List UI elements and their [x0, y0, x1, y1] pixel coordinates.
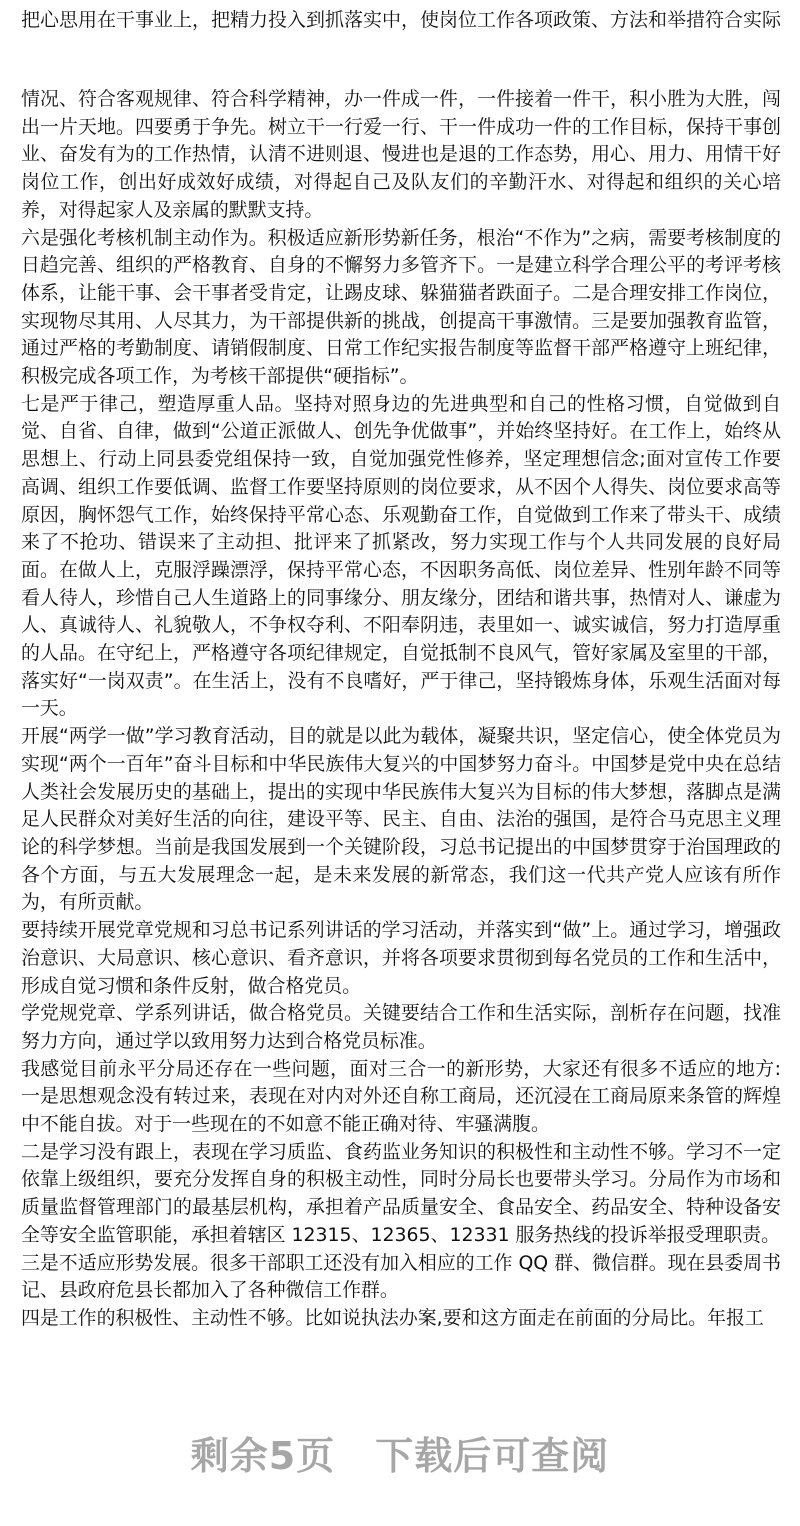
paragraph: 开展“两学一做”学习教育活动，目的就是以此为载体，凝聚共识，坚定信心，使全体党员为实现“两个一百年”奋斗目标和中华民族伟大复兴的中国梦努力奋斗。中国梦是党中央在总结人类社会发展历史的基础上，提出的实现中华民族伟大复兴为目标的伟大梦想，落脚点是满足人民群众对美好生活的向往，建设平等、民主、自由、法治的强国，是符合马克思主义理论的科学梦想。当前是我国发展到一个关键阶段，习总书记提出的中国梦贯穿于治国理政的各个方面，与五大发展理念一起，是未来发展的新常态，我们这一代共产党人应该有所作为，有所贡献。	[21, 725, 781, 914]
paragraph: 六是强化考核机制主动作为。积极适应新形势新任务，根治“不作为”之病，需要考核制度的日趋完善、组织的严格教育、自身的不懈努力多管齐下。一是建立科学合理公平的考评考核体系，让能干事、会干事者受肯定，让踢皮球、躲猫猫者跌面子。二是合理安排工作岗位，实现物尽其用、人尽其力，为干部提供新的挑战，创提高干事激情。三是要加强教育监管，通过严格的考勤制度、请销假制度、日常工作纪实报告制度等监督干部严格遵守上班纪律，积极完成各项工作，为考核干部提供“硬指标”。	[21, 226, 781, 388]
paragraph: 四是工作的积极性、主动性不够。比如说执法办案,要和这方面走在前面的分局比。年报工	[21, 1306, 764, 1329]
download-prompt[interactable]	[0, 1425, 800, 1480]
document-body	[21, 86, 781, 1333]
remaining-pages-label: 剩余5页	[190, 1434, 336, 1478]
paragraph: 学党规党章、学系列讲话，做合格党员。关键要结合工作和生活实际，剖析存在问题，找准努力方向，通过学以致用努力达到合格党员标准。	[21, 1002, 781, 1052]
paragraph: 三是不适应形势发展。很多干部职工还没有加入相应的工作 QQ 群、微信群。现在县委周书记、县政府危县长都加入了各种微信工作群。	[21, 1251, 781, 1302]
paragraph: 情况、符合客观规律、符合科学精神，办一件成一件，一件接着一件干，积小胜为大胜，闯出一片天地。四要勇于争先。树立干一行爱一行、干一件成功一件的工作目标，保持干事创业、奋发有为的工作热情，认清不进则退、慢进也是退的工作态势，用心、用力、用情干好岗位工作，创出好成效好成绩，对得起自己及队友们的辛勤汗水、对得起和组织的关心培养，对得起家人及亲属的默默支持。	[21, 88, 781, 221]
paragraph: 二是学习没有跟上，表现在学习质监、食药监业务知识的积极性和主动性不够。学习不一定依靠上级组织，要充分发挥自身的积极主动性，同时分局长也要带头学习。分局作为市场和质量监督管理部门的最基层机构，承担着产品质量安全、食品安全、药品安全、特种设备安全等安全监管职能，承担着辖区 12315、12365、12331 服务热线的投诉举报受理职责。	[21, 1140, 781, 1246]
paragraph: 七是严于律己，塑造厚重人品。坚持对照身边的先进典型和自己的性格习惯，自觉做到自觉、自省、自律，做到“公道正派做人、创先争优做事”，并始终坚持好。在工作上，始终从思想上、行动上同县委党组保持一致，自觉加强党性修养，坚定理想信念;面对宣传工作要高调、组织工作要低调、监督工作要坚持原则的岗位要求，从不因个人得失、岗位要求高等原因，胸怀怨气工作，始终保持平常心态、乐观勤奋工作，自觉做到工作来了带头干、成绩来了不抢功、错误来了主动担、批评来了抓紧改，努力实现工作与个人共同发展的良好局面。在做人上，克服浮躁漂浮，保持平常心态，不因职务高低、岗位差异、性别年龄不同等看人待人，珍惜自己人生道路上的同事缘分、朋友缘分，团结和谐共事，热情对人、谦虚为人、真诚待人、礼貌敬人，不争权夺利、不阳奉阴违，表里如一、诚实诚信，努力打造厚重的人品。在守纪上，严格遵守各项纪律规定，自觉抵制不良风气，管好家属及室里的干部，落实好“一岗双责”。在生活上，没有不良嗜好，严于律己，坚持锻炼身体，乐观生活面对每一天。	[21, 392, 781, 720]
download-to-view-label[interactable]: 下载后可查阅	[375, 1434, 610, 1478]
paragraph: 我感觉目前永平分局还存在一些问题，面对三合一的新形势，大家还有很多不适应的地方:一是思想观念没有转过来，表现在对内对外还自称工商局，还沉浸在工商局原来条管的辉煌中不能自拔。对于一些现在的不如意不能正确对待、牢骚满腹。	[21, 1057, 781, 1136]
top-line: 把心思用在干事业上，把精力投入到抓落实中，使岗位工作各项政策、方法和举措符合实际	[21, 9, 782, 31]
paragraph: 要持续开展党章党规和习总书记系列讲话的学习活动，并落实到“做”上。通过学习，增强政治意识、大局意识、核心意识、看齐意识，并将各项要求贯彻到每名党员的工作和生活中，形成自觉习惯和条件反射，做合格党员。	[21, 919, 781, 997]
